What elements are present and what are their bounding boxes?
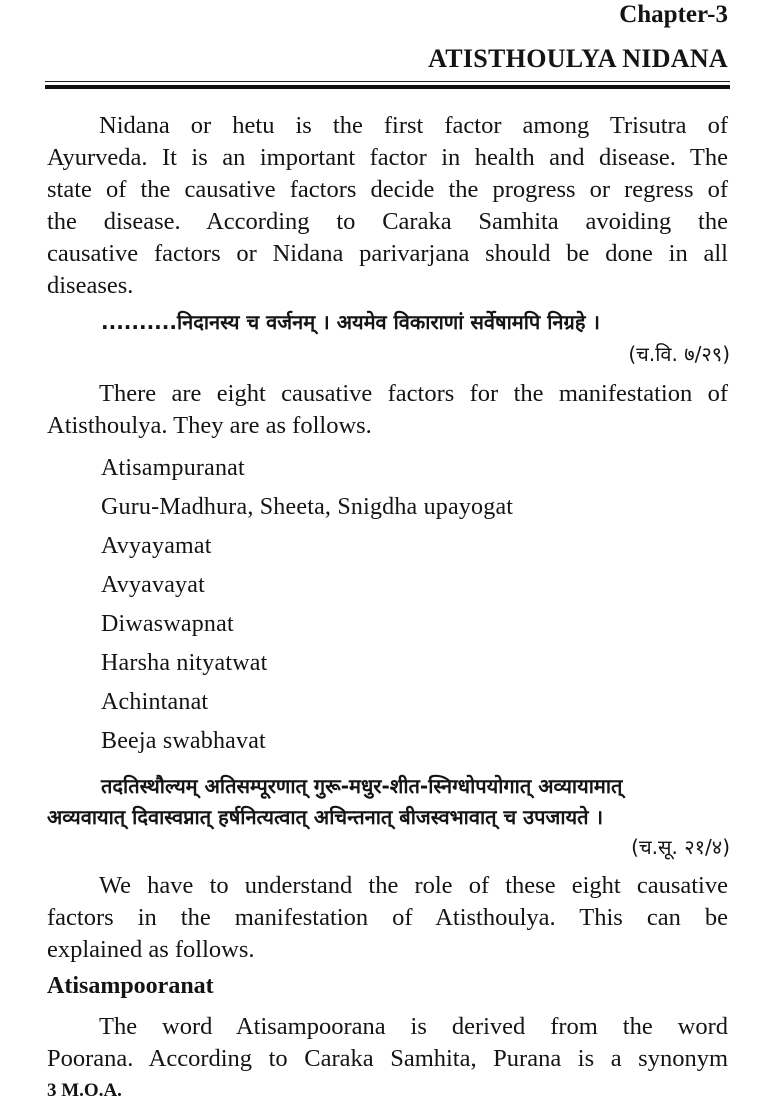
causes-intro-paragraph [47, 378, 728, 442]
list-item: Diwaswapnat [101, 611, 234, 637]
title-rule-thick [45, 85, 730, 89]
list-item: Beeja swabhavat [101, 728, 266, 754]
paragraph-line: Ayurveda. It is an important factor in health and disease. The [47, 144, 728, 171]
sanskrit-reference-2: (च.सू. २१/४) [631, 835, 730, 859]
paragraph-line: state of the causative factors decide the progress or regress of [47, 176, 728, 203]
list-item: Avyayamat [101, 533, 212, 559]
sanskrit-reference-1: (च.वि. ७/२९) [628, 342, 730, 366]
list-item: Avyavayat [101, 572, 205, 598]
sanskrit-quote-1: ..........निदानस्य च वर्जनम् । अयमेव विकाराणां सर्वेषामपि निग्रहे । [101, 310, 600, 334]
paragraph-line: diseases. [47, 272, 134, 299]
paragraph-line: Atisthoulya. They are as follows. [47, 412, 372, 439]
paragraph-line: explained as follows. [47, 936, 255, 963]
signature-mark: 3 M.O.A. [47, 1080, 122, 1101]
chapter-label: Chapter-3 [619, 1, 728, 28]
paragraph-line: Nidana or hetu is the first factor among Trisutra of [99, 112, 728, 139]
intro-paragraph [47, 110, 728, 302]
causative-factors-list [101, 449, 513, 761]
section-heading: Atisampooranat [47, 973, 214, 999]
section-paragraph [47, 1011, 728, 1075]
paragraph-line: causative factors or Nidana parivarjana should be done in all [47, 240, 728, 267]
explanation-paragraph [47, 870, 728, 966]
paragraph-line: the disease. According to Caraka Samhita avoiding the [47, 208, 728, 235]
title-rule-thin [45, 81, 730, 82]
list-item: Achintanat [101, 689, 209, 715]
paragraph-line: There are eight causative factors for the manifestation of [99, 380, 728, 407]
paragraph-line: The word Atisampoorana is derived from the word [99, 1013, 728, 1040]
paragraph-line: We have to understand the role of these eight causative [99, 872, 728, 899]
list-item: Guru-Madhura, Sheeta, Snigdha upayogat [101, 494, 514, 520]
sanskrit-quote-2-line-2: अव्यवायात् दिवास्वप्नात् हर्षनित्यत्वात् अचिन्तनात् बीजस्वभावात् च उपजायते । [47, 805, 604, 829]
list-item: Atisampuranat [101, 455, 245, 481]
list-item: Harsha nityatwat [101, 650, 268, 676]
chapter-title: ATISTHOULYA NIDANA [428, 44, 728, 73]
paragraph-line: factors in the manifestation of Atisthoulya. This can be [47, 904, 728, 931]
sanskrit-quote-2-line-1: तदतिस्थौल्यम् अतिसम्पूरणात् गुरू-मधुर-शीत-स्निग्धोपयोगात् अव्यायामात् [101, 774, 623, 798]
paragraph-line: Poorana. According to Caraka Samhita, Purana is a synonym [47, 1045, 728, 1072]
